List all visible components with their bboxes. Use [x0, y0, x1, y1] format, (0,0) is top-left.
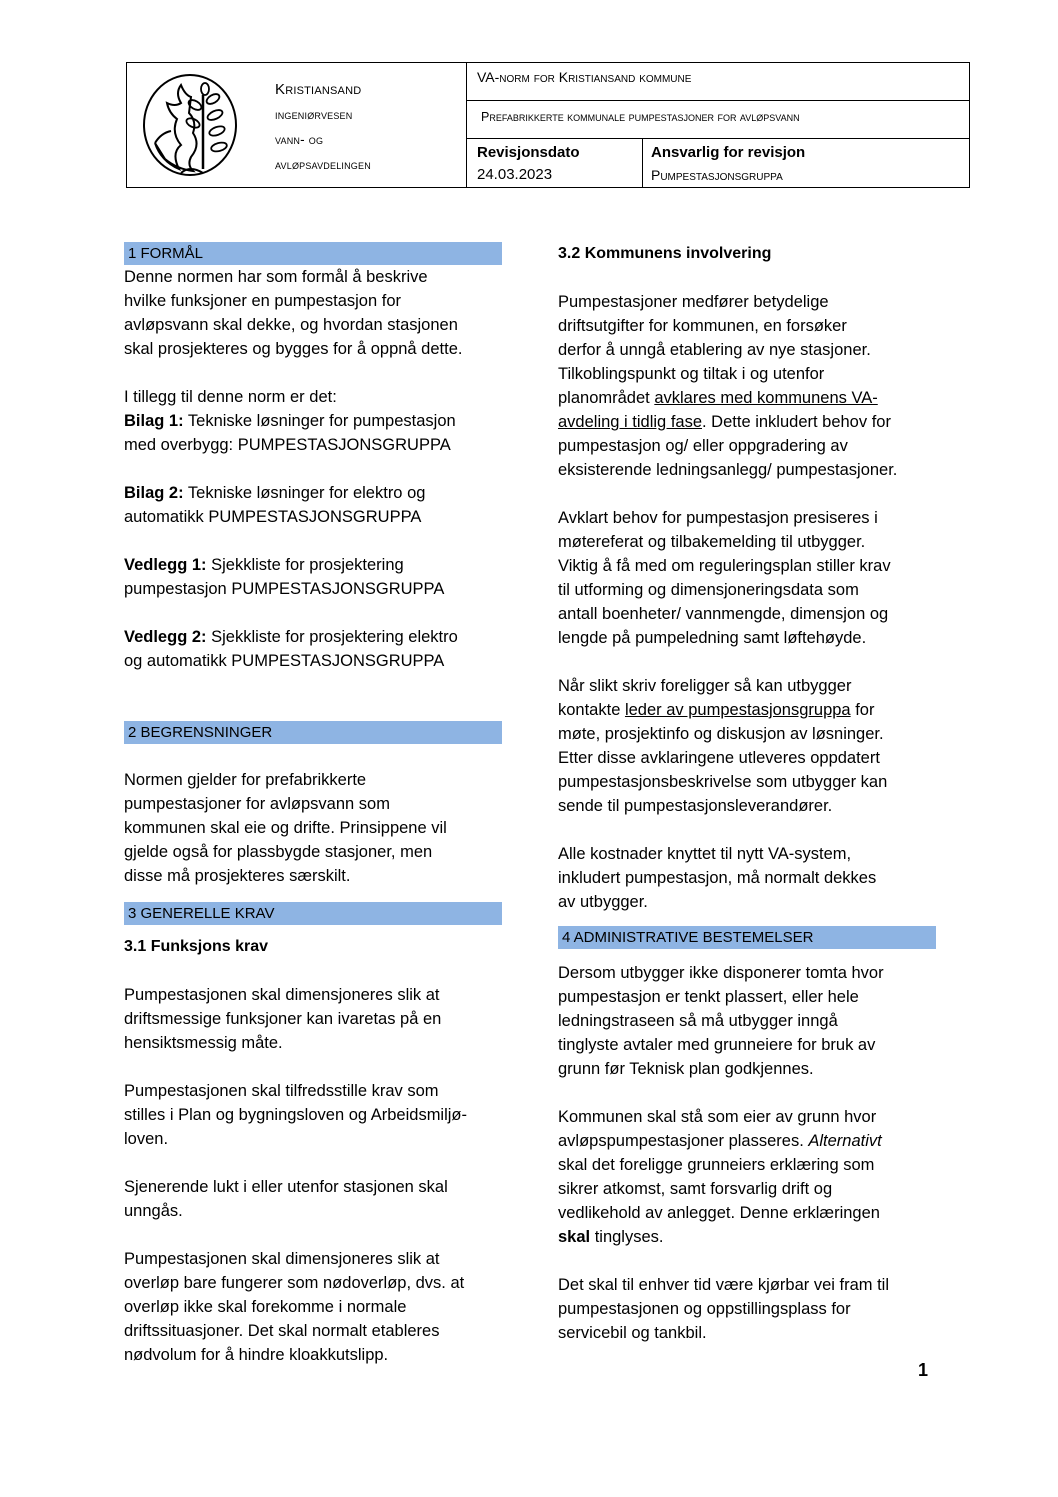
- italic-text: Alternativt: [808, 1132, 882, 1150]
- paragraph-line: [558, 1129, 936, 1153]
- paragraph-line: ledningstraseen så må utbygger inngå: [558, 1012, 838, 1030]
- text-span: . Dette inkludert behov for: [702, 413, 891, 431]
- paragraph-line: møte, prosjektinfo og diskusjon av løsninger.: [558, 725, 884, 743]
- attachment-vedlegg-1: [124, 553, 502, 577]
- paragraph-line: [558, 410, 936, 434]
- paragraph-line: Dersom utbygger ikke disponerer tomta hvor: [558, 964, 884, 982]
- paragraph-line: [558, 386, 936, 410]
- revision-row: [467, 139, 969, 187]
- paragraph-line: hvilke funksjoner en pumpestasjon for: [124, 292, 401, 310]
- underlined-text: avklares med kommunens VA-: [654, 389, 878, 407]
- text-span: tinglyses.: [590, 1228, 664, 1246]
- revision-date-cell: [467, 139, 643, 187]
- text-span: planområdet: [558, 389, 655, 407]
- paragraph-line: pumpestasjon er tenkt plassert, eller hele: [558, 988, 859, 1006]
- paragraph-line: Når slikt skriv foreligger så kan utbygger: [558, 677, 852, 695]
- paragraph-line: pumpestasjon og/ eller oppgradering av: [558, 437, 848, 455]
- paragraph-line: hensiktsmessig måte.: [124, 1034, 283, 1052]
- kristiansand-coat-of-arms-icon: [141, 73, 239, 177]
- paragraph-line: Denne normen har som formål å beskrive: [124, 268, 428, 286]
- attachment-vedlegg-2: [124, 625, 502, 649]
- paragraph-line: Sjenerende lukt i eller utenfor stasjonen skal: [124, 1178, 448, 1196]
- page-number: 1: [918, 1360, 929, 1380]
- subsection-heading: 3.1 Funksjons krav: [124, 938, 269, 955]
- text-span: kontakte: [558, 701, 625, 719]
- revision-date-value: 24.03.2023: [477, 166, 553, 183]
- paragraph-line: pumpestasjonen og oppstillingsplass for: [558, 1300, 851, 1318]
- paragraph-line: overløp ikke skal forekomme i normale: [124, 1298, 407, 1316]
- paragraph-line: lengde på pumpeledning samt løftehøyde.: [558, 629, 867, 647]
- left-column: [124, 242, 502, 1367]
- norm-title: VA-norm for Kristiansand kommune: [467, 63, 969, 101]
- underlined-text: avdeling i tidlig fase: [558, 413, 703, 431]
- paragraph-line: derfor å unngå etablering av nye stasjoner.: [558, 341, 871, 359]
- paragraph-line: skal prosjekteres og bygges for å oppnå dette.: [124, 340, 463, 358]
- paragraph-line: I tillegg til denne norm er det:: [124, 388, 337, 406]
- underlined-text: leder av pumpestasjonsgruppa: [624, 701, 851, 719]
- paragraph-line: pumpestasjon PUMPESTASJONSGRUPPA: [124, 580, 445, 598]
- paragraph-line: gjelde også for plassbygde stasjoner, men: [124, 843, 433, 861]
- org-line: Kristiansand: [275, 81, 362, 98]
- document-header: [126, 62, 970, 188]
- paragraph-line: inkludert pumpestasjon, må normalt dekkes: [558, 869, 877, 887]
- paragraph-line: avløpsvann skal dekke, og hvordan stasjonen: [124, 316, 458, 334]
- text-span: avløpspumpestasjoner plasseres.: [558, 1132, 809, 1150]
- paragraph-line: unngås.: [124, 1202, 183, 1220]
- document-title: Prefabrikkerte kommunale pumpestasjoner for avløpsvann: [467, 101, 969, 139]
- attachment-text: Tekniske løsninger for pumpestasjon: [183, 412, 456, 430]
- org-line: avløpsavdelingen: [275, 157, 371, 172]
- paragraph-line: Pumpestasjoner medfører betydelige: [558, 293, 829, 311]
- paragraph-line: Pumpestasjonen skal dimensjoneres slik at: [124, 1250, 440, 1268]
- paragraph-line: Viktig å få med om reguleringsplan stiller krav: [558, 557, 891, 575]
- paragraph-line: Tilkoblingspunkt og tiltak i og utenfor: [558, 365, 825, 383]
- attachment-label: Bilag 2:: [124, 484, 184, 502]
- paragraph-line: loven.: [124, 1130, 169, 1148]
- paragraph-line: møtereferat og tilbakemelding til utbygger.: [558, 533, 866, 551]
- attachment-text: Tekniske løsninger for elektro og: [183, 484, 426, 502]
- responsible-value: Pumpestasjonsgruppa: [651, 167, 783, 183]
- paragraph-line: og automatikk PUMPESTASJONSGRUPPA: [124, 652, 445, 670]
- paragraph-line: pumpestasjonsbeskrivelse som utbygger kan: [558, 773, 888, 791]
- section-heading-begrensninger: 2 BEGRENSNINGER: [124, 721, 502, 744]
- header-info-cell: [467, 63, 969, 187]
- paragraph-line: pumpestasjoner for avløpsvann som: [124, 795, 390, 813]
- paragraph-line: til utforming og dimensjoneringsdata som: [558, 581, 859, 599]
- paragraph-line: antall boenheter/ vannmengde, dimensjon og: [558, 605, 889, 623]
- right-column: [558, 242, 936, 1345]
- paragraph-line: Alle kostnader knyttet til nytt VA-system,: [558, 845, 852, 863]
- attachment-bilag-2: [124, 481, 502, 505]
- paragraph-line: driftsmessige funksjoner kan ivaretas på en: [124, 1010, 442, 1028]
- revision-date-label: Revisjonsdato: [477, 144, 580, 161]
- paragraph-line: Pumpestasjonen skal tilfredsstille krav som: [124, 1082, 439, 1100]
- paragraph-line: tinglyste avtaler med grunneiere for bruk av: [558, 1036, 876, 1054]
- organization-name: [275, 77, 371, 177]
- paragraph-line: grunn før Teknisk plan godkjennes.: [558, 1060, 814, 1078]
- section-heading-formal: 1 FORMÅL: [124, 242, 502, 265]
- section-heading-generelle-krav: 3 GENERELLE KRAV: [124, 902, 502, 925]
- responsible-cell: [643, 139, 969, 193]
- paragraph-line: Pumpestasjonen skal dimensjoneres slik at: [124, 986, 440, 1004]
- paragraph-line: Etter disse avklaringene utleveres oppdatert: [558, 749, 880, 767]
- paragraph-line: med overbygg: PUMPESTASJONSGRUPPA: [124, 436, 451, 454]
- org-line: ingeniørvesen: [275, 107, 353, 122]
- paragraph-line: Normen gjelder for prefabrikkerte: [124, 771, 367, 789]
- paragraph-line: overløp bare fungerer som nødoverløp, dvs. at: [124, 1274, 465, 1292]
- paragraph-line: servicebil og tankbil.: [558, 1324, 707, 1342]
- paragraph-line: vedlikehold av anlegget. Denne erklæringen: [558, 1204, 880, 1222]
- paragraph-line: skal det foreligge grunneiers erklæring som: [558, 1156, 875, 1174]
- responsible-label: Ansvarlig for revisjon: [651, 144, 806, 161]
- paragraph-line: sende til pumpestasjonsleverandører.: [558, 797, 833, 815]
- paragraph-line: automatikk PUMPESTASJONSGRUPPA: [124, 508, 422, 526]
- paragraph-line: kommunen skal eie og drifte. Prinsippene vil: [124, 819, 447, 837]
- paragraph-line: driftsutgifter for kommunen, en forsøker: [558, 317, 847, 335]
- paragraph-line: driftssituasjoner. Det skal normalt etableres: [124, 1322, 440, 1340]
- paragraph-line: [558, 698, 936, 722]
- header-org-cell: [127, 63, 467, 187]
- attachment-label: Vedlegg 1:: [124, 556, 207, 574]
- paragraph-line: [558, 1225, 936, 1249]
- paragraph-line: stilles i Plan og bygningsloven og Arbeidsmiljø-: [124, 1106, 468, 1124]
- attachment-label: Vedlegg 2:: [124, 628, 207, 646]
- paragraph-line: av utbygger.: [558, 893, 648, 911]
- bold-text: skal: [558, 1228, 591, 1246]
- attachment-text: Sjekkliste for prosjektering elektro: [206, 628, 458, 646]
- paragraph-line: Kommunen skal stå som eier av grunn hvor: [558, 1108, 877, 1126]
- paragraph-line: Det skal til enhver tid være kjørbar vei fram til: [558, 1276, 890, 1294]
- subsection-heading: 3.2 Kommunens involvering: [558, 245, 772, 262]
- paragraph-line: sikrer atkomst, samt forsvarlig drift og: [558, 1180, 833, 1198]
- paragraph-line: nødvolum for å hindre kloakkutslipp.: [124, 1346, 389, 1364]
- org-line: vann- og: [275, 132, 324, 147]
- paragraph-line: Avklart behov for pumpestasjon presiseres i: [558, 509, 878, 527]
- paragraph-line: disse må prosjekteres særskilt.: [124, 867, 351, 885]
- paragraph-line: eksisterende ledningsanlegg/ pumpestasjoner.: [558, 461, 898, 479]
- section-heading-administrative: 4 ADMINISTRATIVE BESTEMELSER: [558, 926, 936, 949]
- attachment-text: Sjekkliste for prosjektering: [206, 556, 404, 574]
- text-span: for: [850, 701, 875, 719]
- attachment-bilag-1: [124, 409, 502, 433]
- attachment-label: Bilag 1:: [124, 412, 184, 430]
